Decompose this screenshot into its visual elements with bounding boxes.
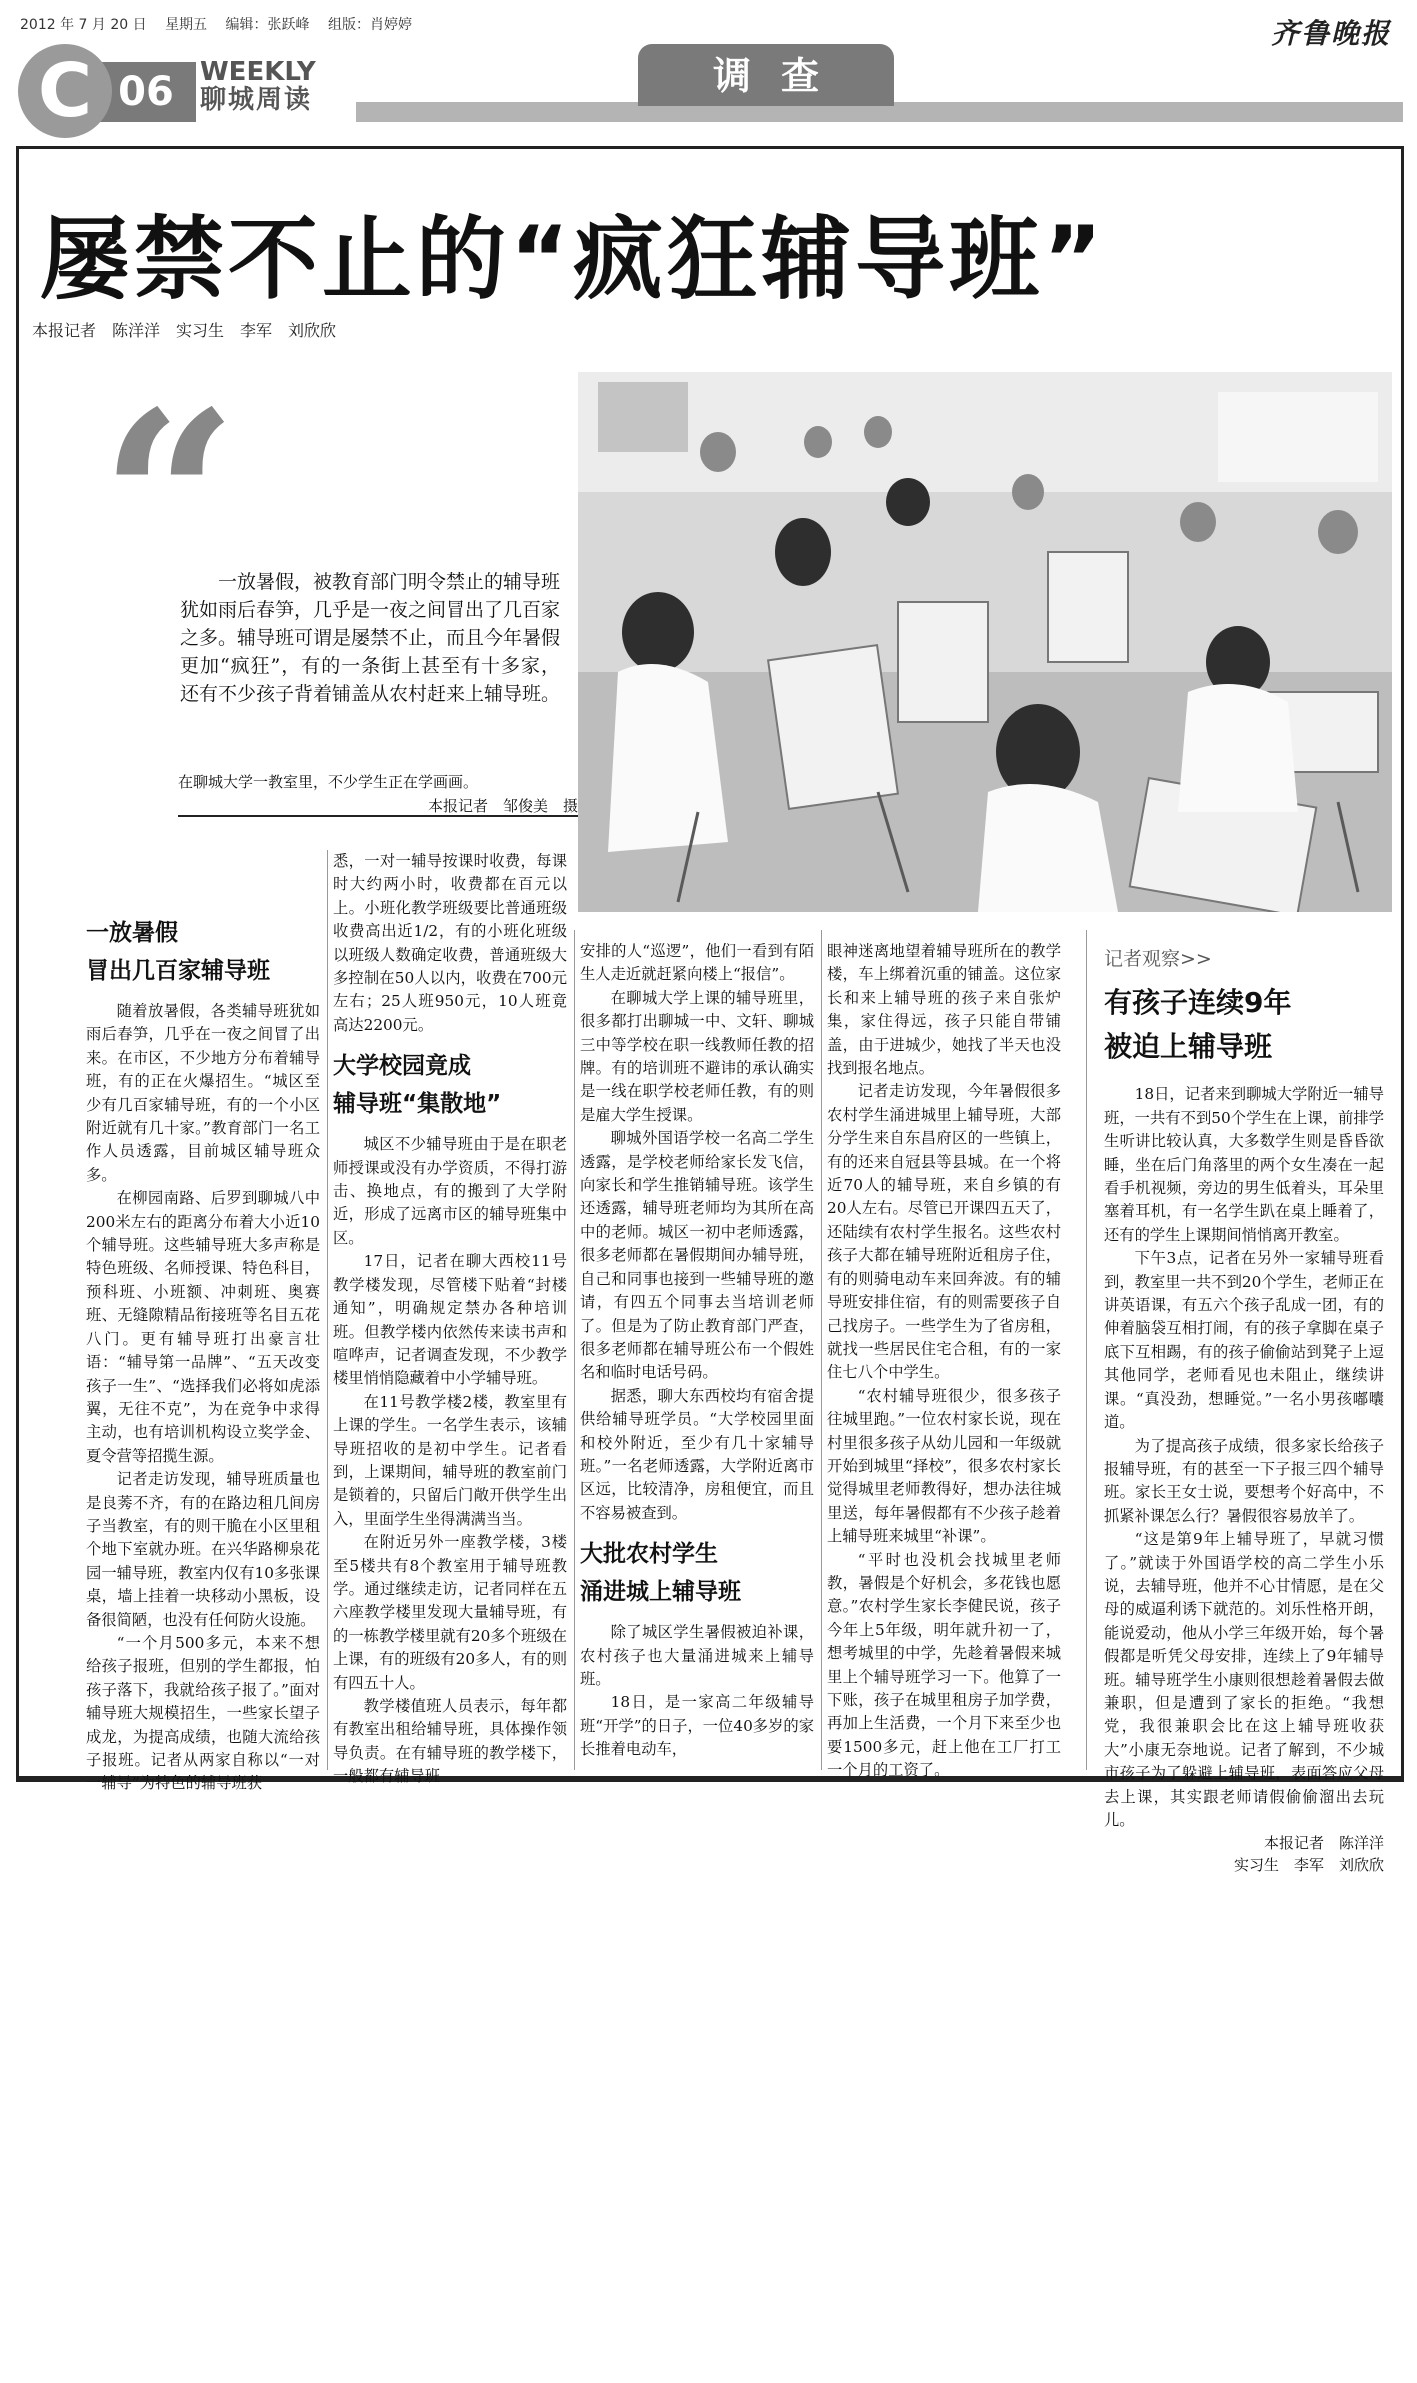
issue-date: 2012 年 7 月 20 日	[20, 17, 147, 33]
column-3	[580, 940, 814, 1762]
paragraph: “这是第9年上辅导班了，早就习惯了。”就读于外国语学校的高二学生小乐说，去辅导班，他并不心甘情愿，是在父母的威逼利诱下就范的。刘乐性格开朗，能说爱动，他从小学三年级开始，每个暑假都是听凭父母安排，连续上了9年辅导班。辅导班学生小康则很想趁着暑假去做兼职，但是遭到了家长的拒绝。“我想党，我很兼职会比在这上辅导班收获大”小康无奈地说。记者了解到，不少城市孩子为了躲避上辅导班，表面答应父母去上课，其实跟老师请假偷偷溜出去玩儿。	[1104, 1530, 1384, 1829]
open-quote-icon: “	[100, 359, 239, 641]
section-header	[18, 44, 1403, 154]
paragraph: 据悉，聊大东西校均有宿舍提供给辅导班学员。“大学校园里面和校外附近，至少有几十家辅导班。”一名老师透露，大学附近离市区远，比较清净，房租便宜，而且不容易被查到。	[580, 1386, 814, 1522]
section-heading-3-line1: 大批农村学生	[580, 1541, 718, 1568]
classroom-photo-illustration	[578, 372, 1392, 912]
paragraph: “平时也没机会找城里老师教，暑假是个好机会，多花钱也愿意。”农村学生家长李健民说，孩子今年上5年级，明年就升初一了，想考城里的中学，先趁着暑假来城里上个辅导班学习一下。他算了一下账，孩子在城里租房子加学费，再加上生活费，一个月下来至少也要1500多元，赶上他在工厂打工一个月的工资了。	[827, 1550, 1061, 1780]
editor-credit: 编辑：张跃峰	[225, 17, 310, 33]
observation-label: 记者观察>>	[1104, 948, 1212, 970]
column-2	[333, 850, 567, 1789]
paragraph: 在附近另外一座教学楼，3楼至5楼共有8个教室用于辅导班教学。通过继续走访，记者同样在五六座教学楼里发现大量辅导班，有的一栋教学楼里就有20多个班级在上课，有的班级有20多人，有的则有四五十人。	[333, 1533, 567, 1692]
reporter-credit-line2: 实习生 李军 刘欣欣	[1233, 1856, 1384, 1875]
dateline	[20, 14, 426, 34]
newspaper-logo: 齐鲁晚报	[1270, 17, 1391, 50]
paragraph: 安排的人“巡逻”，他们一看到有陌生人走近就赶紧向楼上“报信”。	[580, 942, 814, 984]
paragraph: 17日，记者在聊大西校11号教学楼发现，尽管楼下贴着“封楼通知”，明确规定禁办各种培训班。但教学楼内依然传来读书声和喧哗声，记者调查发现，不少教学楼里悄悄隐藏着中小学辅导班。	[333, 1252, 567, 1388]
column-4	[827, 940, 1061, 1783]
paragraph: 记者走访发现，今年暑假很多农村学生涌进城里上辅导班，大部分学生来自东昌府区的一些镇上，有的还来自冠县等县城。在一个将近70人的辅导班，来自乡镇的有20人左右。尽管已开课四五天了，还陆续有农村学生报名。这些农村孩子大都在辅导班附近租房子住，有的则骑电动车来回奔波。有的辅导班安排住宿，有的则需要孩子自己找房子。一些学生为了省房租，就找一些居民住宅合租，有的一家住七八个中学生。	[827, 1082, 1061, 1382]
paragraph: 悉，一对一辅导按课时收费，每课时大约两小时，收费都在百元以上。小班化教学班级要比普通班级收费高出近1/2，有的小班化班级以班级人数确定收费，普通班级大多控制在50人以内，收费在700元左右；25人班950元，10人班竟高达2200元。	[333, 852, 567, 1034]
reporter-observation	[1104, 948, 1384, 1876]
column-1	[86, 912, 320, 1796]
paragraph: 聊城外国语学校一名高二学生透露，是学校老师给家长发飞信，向家长和学生推销辅导班。该学生还透露，辅导班老师均为其所在高中的老师。城区一初中老师透露，很多老师都在暑假期间办辅导班，自己和同事也接到一些辅导班的邀请，有四五个同事去当培训老师了。但是为了防止教育部门严查，很多老师都在辅导班公布一个假姓名和临时电话号码。	[580, 1129, 814, 1382]
observation-heading-line1: 有孩子连续9年	[1104, 986, 1292, 1020]
photo-credit: 本报记者 邹俊美 摄	[427, 797, 578, 815]
column-divider	[327, 850, 328, 1770]
section-heading-2-line2: 辅导班“集散地”	[333, 1091, 502, 1118]
caption-rule	[178, 815, 578, 817]
section-heading-3	[580, 1535, 814, 1611]
paragraph: 在柳园南路、后罗到聊城八中200米左右的距离分布着大小近10个辅导班。这些辅导班大多声称是特色班级、名师授课、特色科目，预科班、小班额、冲刺班、奥赛班、无缝隙精品衔接班等名目五花八门。更有辅导班打出豪言壮语：“辅导第一品牌”、“五天改变孩子一生”、“选择我们必将如虎添翼，无往不克”，为在竞争中求得主动，也有培训机构设立奖学金、夏令营等招揽生源。	[86, 1189, 320, 1465]
paragraph: 除了城区学生暑假被迫补课，农村孩子也大量涌进城来上辅导班。	[580, 1623, 814, 1688]
reporter-credit-line1: 本报记者 陈洋洋	[1263, 1834, 1384, 1853]
issue-weekday: 星期五	[165, 17, 208, 33]
paragraph: 在聊城大学上课的辅导班里，很多都打出聊城一中、文轩、聊城三中等学校在职一线教师任教的招牌。有的培训班不避讳的承认确实是一线在职学校老师任教，有的则是雇大学生授课。	[580, 988, 814, 1124]
paragraph: “农村辅导班很少，很多孩子往城里跑。”一位农村家长说，现在村里很多孩子从幼儿园和一年级就开始到城里“择校”，很多农村家长觉得城里老师教得好，想办法往城里送，每年暑假都有不少孩子趁着上辅导班来城里“补课”。	[827, 1386, 1061, 1546]
paragraph: 记者走访发现，辅导班质量也是良莠不齐，有的在路边租几间房子当教室，有的则干脆在小区里租个地下室就办班。在兴华路柳泉花园一辅导班，教室内仅有10多张课桌，墙上挂着一块移动小黑板，设备很简陋，也没有任何防火设施。	[86, 1470, 320, 1629]
paragraph: 在11号教学楼2楼，教室里有上课的学生。一名学生表示，该辅导班招收的是初中学生。记者看到，上课期间，辅导班的教室前门是锁着的，只留后门敞开供学生出入，里面学生坐得满满当当。	[333, 1392, 567, 1528]
section-letter-badge: C	[18, 44, 112, 138]
article-byline: 本报记者 陈洋洋 实习生 李军 刘欣欣	[32, 321, 337, 340]
paragraph: 18日，是一家高二年级辅导班“开学”的日子，一位40多岁的家长推着电动车，	[580, 1693, 814, 1759]
column-divider	[1086, 930, 1087, 1770]
paragraph: 下午3点，记者在另外一家辅导班看到，教室里一共不到20个学生，老师正在讲英语课，有五六个孩子乱成一团，有的伸着脑袋互相打闹，有的孩子拿脚在桌子底下互相踢，有的孩子偷偷站到凳子上逗其他同学，老师看见也未阻止，继续讲课。“真没劲，想睡觉。”一名小男孩嘟囔道。	[1104, 1249, 1384, 1432]
section-heading-1	[86, 914, 320, 990]
page-number: 06	[96, 62, 196, 122]
paragraph: 18日，记者来到聊城大学附近一辅导班，一共有不到50个学生在上课，前排学生听讲比较认真，大多数学生则是昏昏欲睡，坐在后门角落里的两个女生凑在一起看手机视频，旁边的男生低着头，耳朵里塞着耳机，有一名学生趴在桌上睡着了，还有的学生上课期间悄悄离开教室。	[1104, 1085, 1384, 1244]
paragraph: 随着放暑假，各类辅导班犹如雨后春笋，几乎在一夜之间冒了出来。在市区，不少地方分布着辅导班，有的正在火爆招生。“城区至少有几百家辅导班，有的一个小区附近就有几十家。”教育部门一名工作人员透露，目前城区辅导班众多。	[86, 1002, 320, 1184]
article-headline: 屡禁不止的“疯狂辅导班”	[40, 207, 1107, 312]
column-divider	[574, 930, 575, 1770]
paragraph: 教学楼值班人员表示，每年都有教室出租给辅导班，具体操作领导负责。在有辅导班的教学楼下，一般都有辅导班	[333, 1697, 567, 1786]
observation-heading	[1104, 981, 1384, 1069]
section-heading-3-line2: 涌进城上辅导班	[580, 1579, 741, 1606]
reporter-credits	[1104, 1832, 1384, 1876]
column-divider	[821, 930, 822, 1770]
section-heading-2-line1: 大学校园竟成	[333, 1053, 471, 1080]
paragraph: 为了提高孩子成绩，很多家长给孩子报辅导班，有的甚至一下子报三四个辅导班。家长王女士说，要想考个好高中，不抓紧补课怎么行？暑假很容易放羊了。	[1104, 1436, 1384, 1525]
section-tab: 调查	[638, 44, 894, 106]
article-lead: 一放暑假，被教育部门明令禁止的辅导班犹如雨后春笋，几乎是一夜之间冒出了几百家之多。辅导班可谓是屡禁不止，而且今年暑假更加“疯狂”，有的一条街上甚至有十多家，还有不少孩子背着铺盖从农村赶来上辅导班。	[180, 571, 561, 705]
layout-credit: 组版：肖婷婷	[327, 17, 412, 33]
section-heading-1-line2: 冒出几百家辅导班	[86, 958, 270, 984]
paragraph: 城区不少辅导班由于是在职老师授课或没有办学资质，不得打游击、换地点，有的搬到了大学附近，形成了远离市区的辅导班集中区。	[333, 1135, 567, 1247]
section-heading-1-line1: 一放暑假	[86, 920, 178, 946]
observation-heading-line2: 被迫上辅导班	[1104, 1030, 1273, 1064]
caption-text: 在聊城大学一教室里，不少学生正在学画画。	[178, 773, 479, 791]
classroom-photo	[578, 372, 1392, 912]
photo-caption	[178, 770, 578, 818]
paragraph: 眼神迷离地望着辅导班所在的教学楼，车上绑着沉重的铺盖。这位家长和来上辅导班的孩子来自张炉集，家住得远，孩子只能自带铺盖，由于进城少，她找了半天也没找到报名地点。	[827, 942, 1061, 1078]
section-heading-2	[333, 1047, 567, 1123]
weekly-cn: 聊城周读	[200, 85, 313, 115]
weekly-en: WEEKLY	[200, 57, 316, 87]
weekly-title	[200, 58, 316, 114]
paragraph: “一个月500多元，本来不想给孩子报班，但别的学生都报，怕孩子落下，我就给孩子报了。”面对辅导班大规模招生，一些家长望子成龙，为提高成绩，也随大流给孩子报班。记者从两家自称以“一对一辅导”为特色的辅导班获	[86, 1633, 320, 1793]
